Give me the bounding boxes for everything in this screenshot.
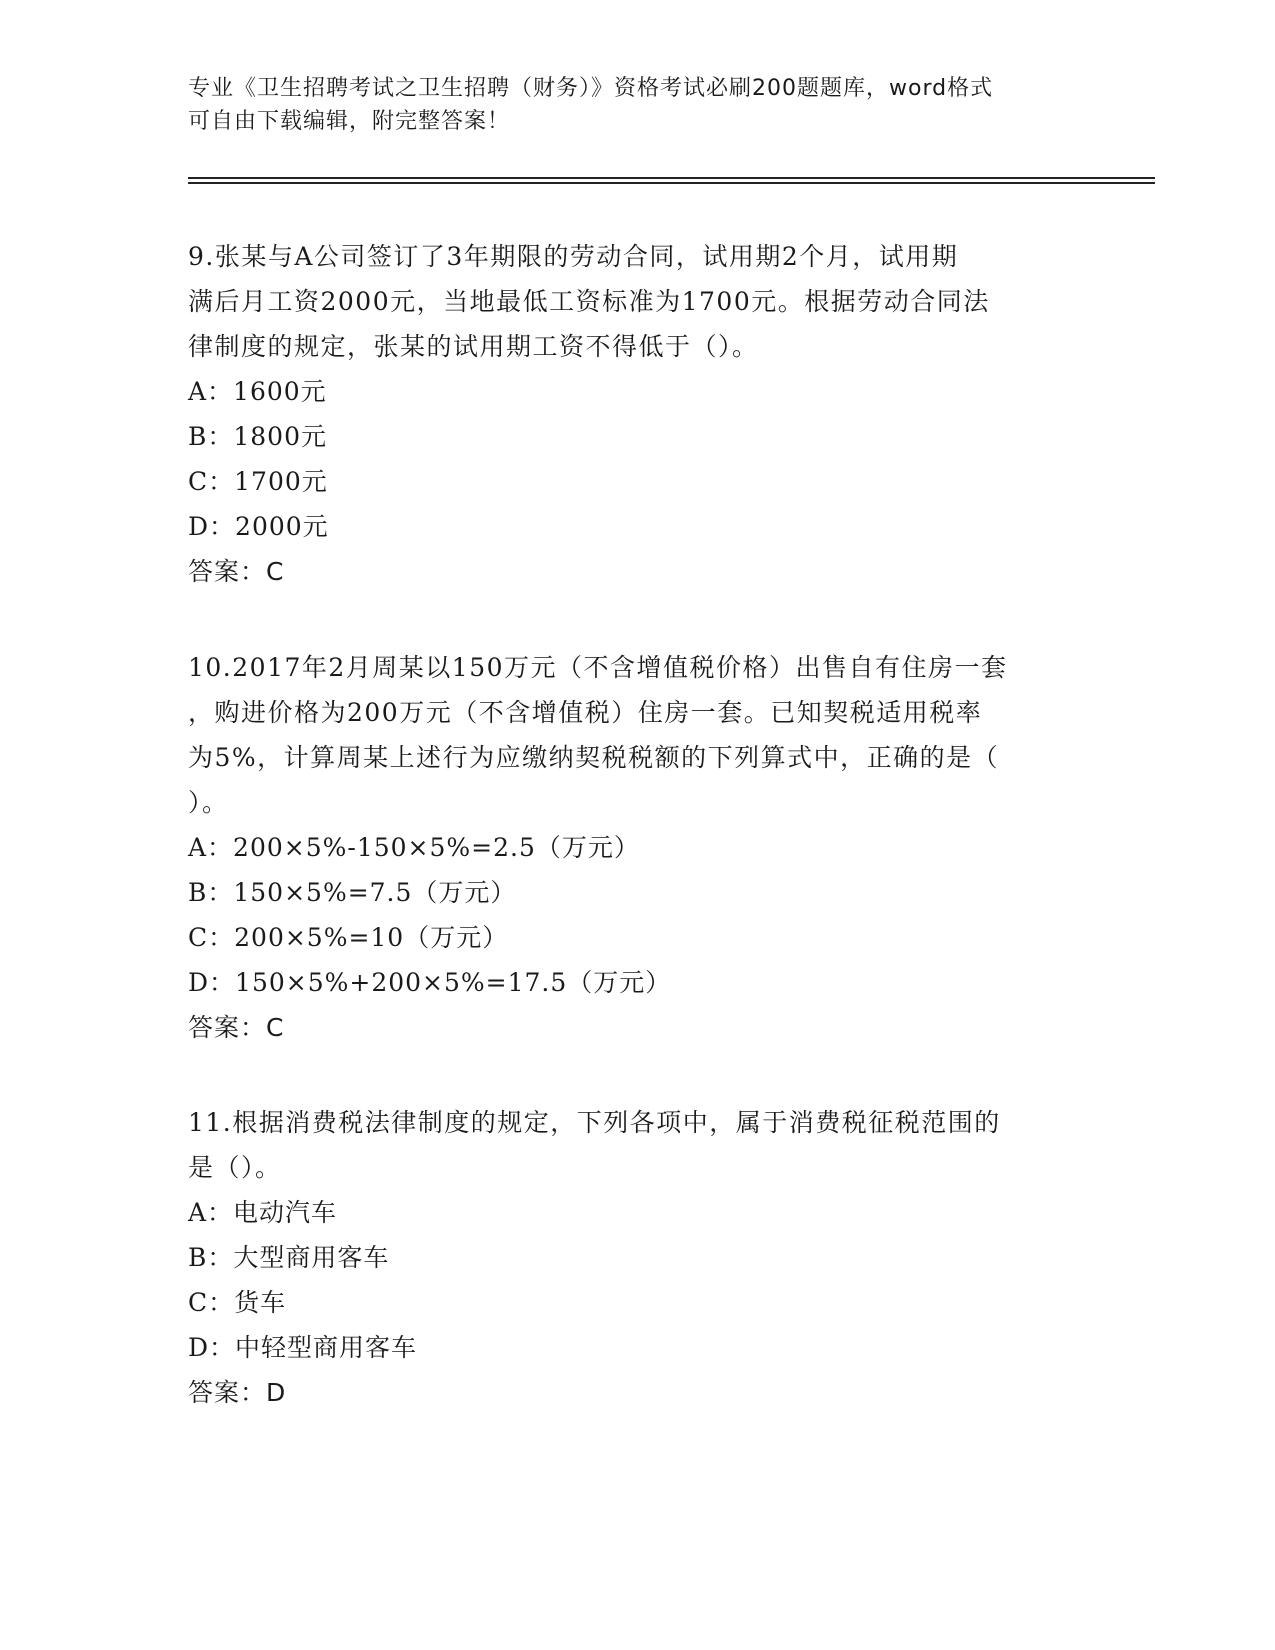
question-stem: [188, 234, 1088, 369]
answer: 答案：C: [188, 1013, 285, 1042]
question-11: [188, 1100, 1088, 1415]
question-stem-line: 是（）。: [188, 1153, 282, 1182]
option-b: B：1800元: [188, 422, 327, 451]
option-a: A：电动汽车: [188, 1198, 338, 1227]
question-stem-line: 律制度的规定，张某的试用期工资不得低于（）。: [188, 332, 759, 361]
header-divider-top: [188, 177, 1155, 179]
header-line-2: 可自由下载编辑，附完整答案！: [188, 109, 511, 134]
option-d: D：150×5%+200×5%=17.5（万元）: [188, 968, 672, 997]
option-c: C：200×5%=10（万元）: [188, 923, 509, 952]
question-stem-line: 11.根据消费税法律制度的规定，下列各项中，属于消费税征税范围的: [188, 1108, 1001, 1137]
question-stem-line: 为5%，计算周某上述行为应缴纳契税税额的下列算式中，正确的是（: [188, 743, 1000, 772]
question-stem-line: 10.2017年2月周某以150万元（不含增值税价格）出售自有住房一套: [188, 653, 1008, 682]
question-9: [188, 234, 1088, 594]
answer: 答案：D: [188, 1378, 287, 1407]
header-divider-bottom: [188, 182, 1155, 184]
question-10: [188, 645, 1088, 1050]
option-a: A：200×5%-150×5%=2.5（万元）: [188, 833, 640, 862]
option-a: A：1600元: [188, 377, 327, 406]
header-line-1: 专业《卫生招聘考试之卫生招聘（财务）》资格考试必刷200题题库，word格式: [188, 76, 994, 101]
option-b: B：大型商用客车: [188, 1243, 390, 1272]
question-stem: [188, 645, 1088, 825]
document-header: [188, 72, 1088, 138]
option-c: C：1700元: [188, 467, 328, 496]
question-stem: [188, 1100, 1088, 1190]
option-d: D：中轻型商用客车: [188, 1333, 418, 1362]
question-stem-line: 9.张某与A公司签订了3年期限的劳动合同，试用期2个月，试用期: [188, 242, 959, 271]
question-stem-line: ）。: [188, 788, 229, 817]
option-c: C：货车: [188, 1288, 287, 1317]
option-d: D：2000元: [188, 512, 329, 541]
option-b: B：150×5%=7.5（万元）: [188, 878, 517, 907]
answer: 答案：C: [188, 557, 285, 586]
question-stem-line: ，购进价格为200万元（不含增值税）住房一套。已知契税适用税率: [188, 698, 983, 727]
question-stem-line: 满后月工资2000元，当地最低工资标准为1700元。根据劳动合同法: [188, 287, 990, 316]
